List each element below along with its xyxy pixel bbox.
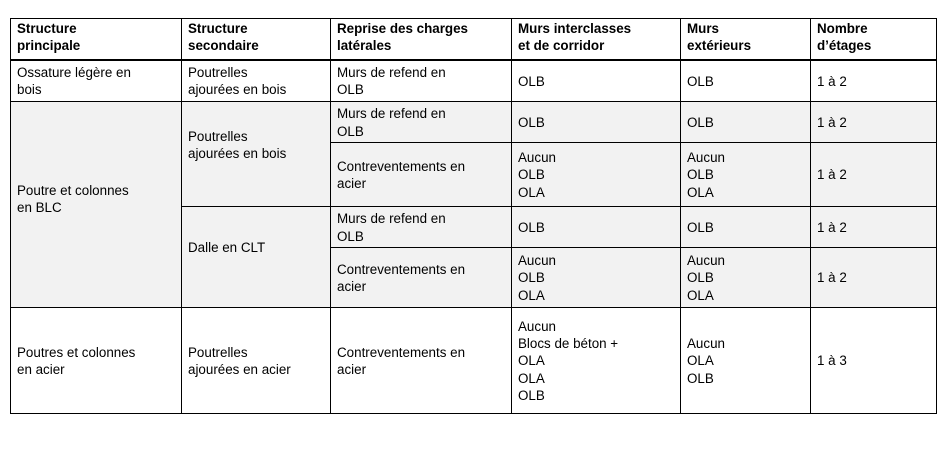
header-row (11, 19, 937, 60)
cell-structure-secondaire (182, 60, 331, 102)
cell-text: acier (337, 176, 367, 191)
cell-text: OLB (518, 73, 545, 89)
header-text: principale (17, 38, 81, 54)
cell-text: OLB (687, 73, 714, 89)
cell-text: OLA (518, 370, 545, 386)
cell-text: OLB (687, 370, 714, 386)
header-reprise-charges (331, 19, 512, 60)
header-text: et de corridor (518, 38, 605, 54)
header-structure-principale (11, 19, 182, 60)
cell-text: Murs de refend en (337, 65, 446, 81)
cell-text: OLA (518, 353, 545, 369)
cell-murs-exterieurs (681, 248, 811, 308)
cell-nombre-etages: 1 à 2 (811, 248, 937, 308)
cell-murs-interclasses (512, 248, 681, 308)
header-murs-exterieurs (681, 19, 811, 60)
cell-text: en acier (17, 362, 65, 377)
cell-text: bois (17, 82, 42, 98)
cell-murs-interclasses (512, 143, 681, 207)
header-structure-secondaire (182, 19, 331, 60)
table-row (11, 60, 937, 102)
cell-murs-exterieurs (681, 207, 811, 248)
cell-text: Aucun (518, 150, 556, 166)
cell-text: Murs de refend en (337, 106, 446, 122)
header-text: Murs interclasses (518, 21, 632, 36)
cell-text: Contreventements en (337, 158, 466, 174)
cell-text: OLA (687, 184, 714, 200)
cell-text: OLB (518, 387, 545, 403)
cell-reprise-charges (331, 60, 512, 102)
cell-nombre-etages: 1 à 2 (811, 143, 937, 207)
cell-text: en BLC (17, 200, 62, 216)
cell-text: Blocs de béton + (518, 336, 619, 352)
cell-reprise-charges (331, 207, 512, 248)
cell-text: Poutrelles (188, 344, 248, 360)
cell-reprise-charges (331, 102, 512, 143)
cell-murs-exterieurs (681, 102, 811, 143)
header-text: Structure (188, 21, 248, 36)
cell-text: Poutres et colonnes (17, 344, 136, 360)
cell-text: Dalle en CLT (188, 240, 266, 255)
cell-text: OLB (687, 167, 714, 183)
cell-structure-principale (11, 308, 182, 414)
cell-text: Aucun (518, 253, 556, 269)
cell-reprise-charges (331, 308, 512, 414)
cell-text: Aucun (687, 253, 725, 269)
cell-murs-interclasses (512, 60, 681, 102)
cell-text: OLB (337, 82, 364, 98)
cell-text: acier (337, 279, 367, 294)
cell-text: OLA (687, 287, 714, 303)
table-row (11, 308, 937, 414)
header-text: Murs (687, 21, 719, 36)
cell-text: OLB (687, 219, 714, 235)
cell-murs-interclasses (512, 102, 681, 143)
header-text: Nombre (817, 21, 868, 36)
cell-text: Ossature légère en (17, 65, 131, 81)
cell-structure-secondaire (182, 308, 331, 414)
cell-text: Poutre et colonnes (17, 183, 129, 198)
header-murs-interclasses (512, 19, 681, 60)
cell-text: OLA (687, 353, 714, 369)
table-row (11, 102, 937, 143)
cell-text: ajourées en bois (188, 82, 287, 98)
cell-murs-exterieurs (681, 143, 811, 207)
header-text: latérales (337, 38, 392, 54)
header-nombre-etages (811, 19, 937, 60)
cell-murs-exterieurs (681, 60, 811, 102)
cell-text: Aucun (687, 336, 725, 352)
cell-text: Aucun (687, 150, 725, 166)
cell-text: Murs de refend en (337, 211, 446, 227)
header-text: Structure (17, 21, 77, 36)
cell-text: Aucun (518, 318, 556, 334)
cell-text: OLB (687, 114, 714, 130)
cell-structure-principale (11, 60, 182, 102)
cell-text: Contreventements en (337, 261, 466, 277)
cell-nombre-etages: 1 à 3 (811, 308, 937, 414)
structure-comparison-table (10, 18, 937, 414)
cell-murs-interclasses (512, 308, 681, 414)
cell-murs-interclasses (512, 207, 681, 248)
cell-text: OLB (518, 219, 545, 235)
cell-text: ajourées en acier (188, 362, 291, 377)
cell-text: OLA (518, 287, 545, 303)
header-text: secondaire (188, 38, 259, 54)
cell-murs-exterieurs (681, 308, 811, 414)
cell-text: Contreventements en (337, 344, 466, 360)
header-text: extérieurs (687, 38, 752, 54)
cell-reprise-charges (331, 248, 512, 308)
cell-structure-secondaire (182, 102, 331, 207)
cell-nombre-etages: 1 à 2 (811, 102, 937, 143)
cell-text: OLB (337, 228, 364, 244)
cell-text: OLB (518, 114, 545, 130)
cell-structure-principale (11, 102, 182, 308)
cell-text: OLB (518, 270, 545, 286)
cell-text: OLB (337, 123, 364, 139)
cell-nombre-etages: 1 à 2 (811, 60, 937, 102)
header-text: d’étages (817, 38, 872, 54)
cell-text: OLA (518, 184, 545, 200)
cell-text: Poutrelles (188, 65, 248, 81)
header-text: Reprise des charges (337, 21, 468, 36)
cell-text: acier (337, 362, 367, 377)
cell-text: ajourées en bois (188, 146, 287, 162)
cell-text: OLB (518, 167, 545, 183)
cell-text: Poutrelles (188, 129, 248, 144)
cell-reprise-charges (331, 143, 512, 207)
cell-nombre-etages: 1 à 2 (811, 207, 937, 248)
cell-structure-secondaire (182, 207, 331, 308)
cell-text: OLB (687, 270, 714, 286)
